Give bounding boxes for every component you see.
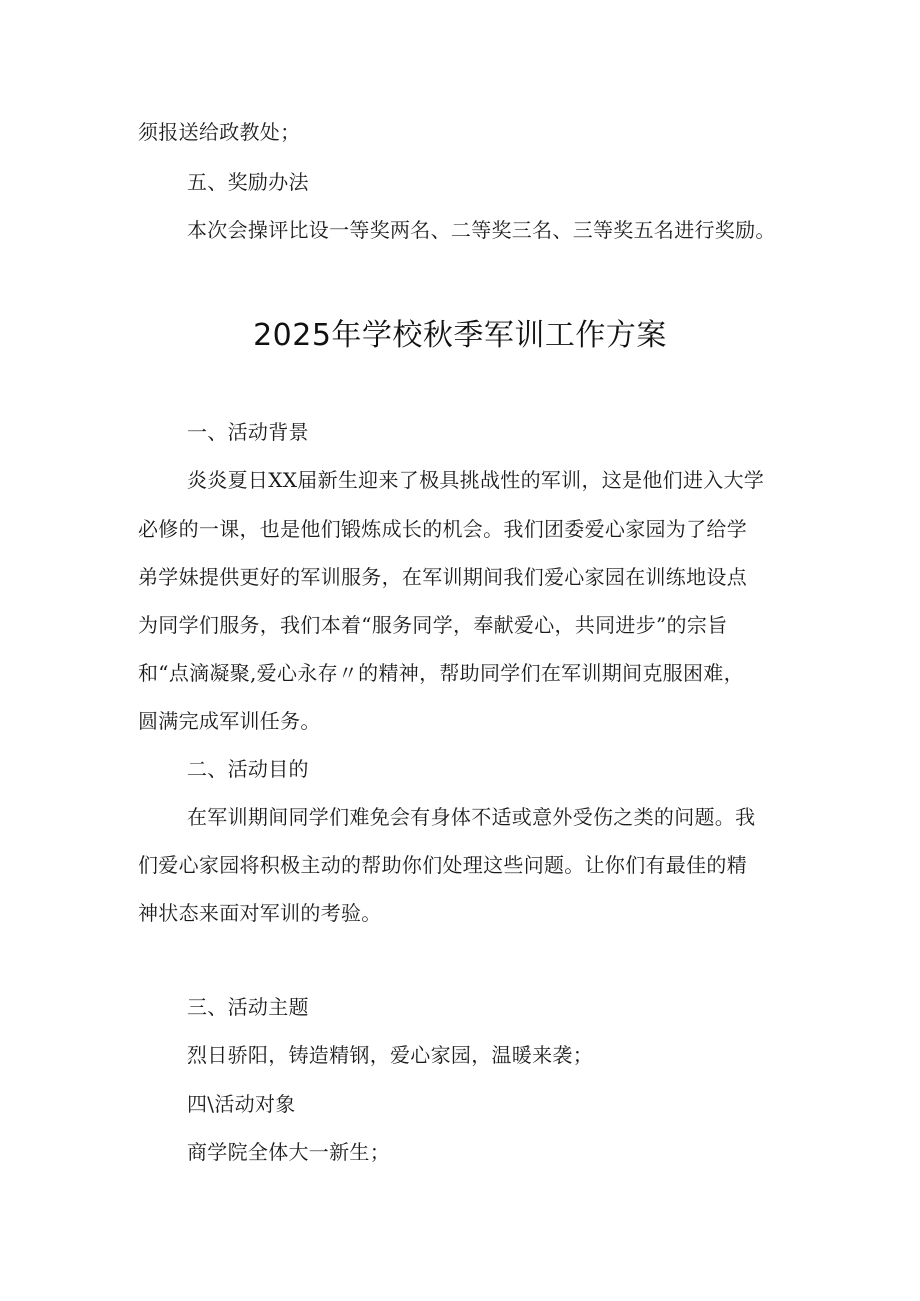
paragraph-line: 为同学们服务，我们本着“服务同学，奉献爱心，共同进步”的宗旨 <box>138 613 728 637</box>
paragraph-line: 们爱心家园将积极主动的帮助你们处理这些问题。让你们有最佳的精 <box>138 853 747 877</box>
paragraph-line: 神状态来面对军训的考验。 <box>138 901 382 925</box>
paragraph-line: 炎炎夏日XX届新生迎来了极具挑战性的军训，这是他们进入大学 <box>187 468 765 492</box>
paragraph-line: 必修的一课，也是他们锻炼成长的机会。我们团委爱心家园为了给学 <box>138 517 747 541</box>
audience-text: 商学院全体大一新生； <box>187 1140 390 1164</box>
paragraph-line: 在军训期间同学们难免会有身体不适或意外受伤之类的问题。我 <box>187 805 756 829</box>
paragraph-line: 和“点滴凝聚,爱心永存〃的精神，帮助同学们在军训期间克服困难， <box>138 661 744 685</box>
section-heading-audience: 四\活动对象 <box>187 1092 296 1116</box>
section-heading-background: 一、活动背景 <box>187 420 309 444</box>
section-heading-reward: 五、奖励办法 <box>187 170 309 194</box>
paragraph-line: 弟学妹提供更好的军训服务，在军训期间我们爱心家园在训练地设点 <box>138 565 747 589</box>
paragraph-line: 圆满完成军训任务。 <box>138 709 321 733</box>
text-line: 须报送给政教处； <box>138 120 301 144</box>
section-heading-theme: 三、活动主题 <box>187 995 309 1019</box>
section-heading-purpose: 二、活动目的 <box>187 757 309 781</box>
theme-text: 烈日骄阳，铸造精钢，爱心家园，温暖来袭； <box>187 1043 593 1067</box>
text-line: 本次会操评比设一等奖两名、二等奖三名、三等奖五名进行奖励。 <box>187 218 776 242</box>
document-title: 2025年学校秋季军训工作方案 <box>253 318 667 353</box>
